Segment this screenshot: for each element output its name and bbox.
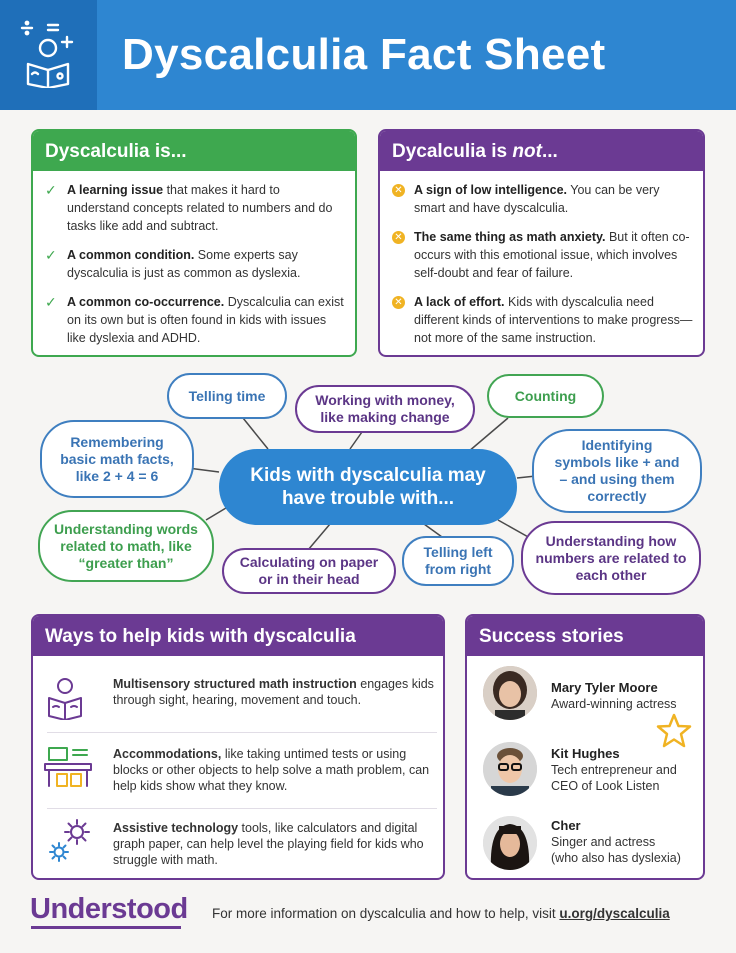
bubble-calculating: Calculating on paper or in their head (222, 548, 396, 594)
divider (47, 808, 437, 809)
mindmap-center: Kids with dyscalculia may have trouble with... (219, 449, 517, 525)
bubble-remembering-math-facts: Remembering basic math facts, like 2 + 4 = 6 (40, 420, 194, 498)
checkmark-icon: ✓ (45, 247, 57, 263)
understood-logo: Understood (30, 893, 188, 925)
help-item-assistive-technology (33, 818, 443, 874)
ways-to-help-heading: Ways to help kids with dyscalculia (33, 616, 443, 656)
avatar (483, 666, 537, 720)
list-item: ✕ A sign of low intelligence. You can be very smart and have dyscalculia. (392, 181, 693, 217)
footer-text: For more information on dyscalculia and how to help, visit u.org/dyscalculia (212, 906, 670, 921)
person-kit-hughes (467, 742, 705, 802)
avatar (483, 816, 537, 870)
avatar (483, 742, 537, 796)
help-item-accommodations (33, 744, 443, 804)
help-item-instruction (33, 674, 443, 724)
person-name: Mary Tyler Moore (551, 680, 658, 695)
person-name: Cher (551, 818, 581, 833)
divider (47, 732, 437, 733)
person-description: CEO of Look Listen (551, 779, 660, 793)
list-item: ✕ The same thing as math anxiety. But it often co-occurs with this emotional issue, which involves self-doubt and fear of failure. (392, 228, 693, 282)
list-item: ✓ A learning issue that makes it hard to understand concepts related to numbers and do tasks like add and subtract. (45, 182, 333, 233)
person-description: Tech entrepreneur and (551, 763, 677, 777)
x-circle-icon: ✕ (392, 184, 405, 197)
checkmark-icon: ✓ (45, 294, 57, 310)
list-item: ✓ A common condition. Some experts say dyscalculia is just as common as dyslexia. (45, 247, 301, 280)
dyscalculia-is-heading: Dyscalculia is... (33, 131, 355, 171)
person-description: Award-winning actress (551, 697, 677, 711)
classroom-desk-icon (43, 744, 93, 788)
list-item: ✕ A lack of effort. Kids with dyscalculia need different kinds of interventions to make progress—not more of the same instruction. (392, 293, 693, 347)
bubble-identifying-symbols: Identifying symbols like + and – and using them correctly (532, 429, 702, 513)
reading-child-icon (45, 676, 85, 720)
ways-to-help-box (31, 614, 445, 880)
checkmark-icon: ✓ (45, 182, 57, 198)
x-circle-icon: ✕ (392, 231, 405, 244)
gears-icon (47, 818, 95, 864)
bubble-understanding-words: Understanding words related to math, like “greater than” (38, 510, 214, 582)
bubble-telling-left-right: Telling left from right (402, 536, 514, 586)
bubble-telling-time: Telling time (167, 373, 287, 419)
help-item-text: Accommodations, like taking untimed tests or using blocks or other objects to help solve a math problem, can help kids show what they know. (113, 747, 430, 793)
x-circle-icon: ✕ (392, 296, 405, 309)
logo-underline (31, 926, 181, 929)
list-item: ✓ A common co-occurrence. Dyscalculia can exist on its own but is often found in kids with issues like dyslexia and ADHD. (45, 294, 344, 345)
dyscalculia-is-not-heading: Dycalculia is not... (380, 131, 703, 171)
person-description: Singer and actress (551, 835, 656, 849)
dyscalculia-link[interactable]: u.org/dyscalculia (559, 906, 670, 921)
person-description: (who also has dyslexia) (551, 851, 681, 865)
bubble-counting: Counting (487, 374, 604, 418)
page-title: Dyscalculia Fact Sheet (122, 30, 606, 79)
bubble-working-with-money: Working with money, like making change (295, 385, 475, 433)
success-stories-heading: Success stories (467, 616, 703, 656)
success-stories-box (465, 614, 705, 880)
person-cher (467, 816, 705, 876)
person-name: Kit Hughes (551, 746, 620, 761)
help-item-text: Assistive technology tools, like calculators and digital graph paper, can help level the playing field for kids who struggle with math. (113, 821, 424, 867)
help-item-text: Multisensory structured math instruction engages kids through sight, hearing, movement and touch. (113, 677, 434, 707)
bubble-numbers-related: Understanding how numbers are related to each other (521, 521, 701, 595)
